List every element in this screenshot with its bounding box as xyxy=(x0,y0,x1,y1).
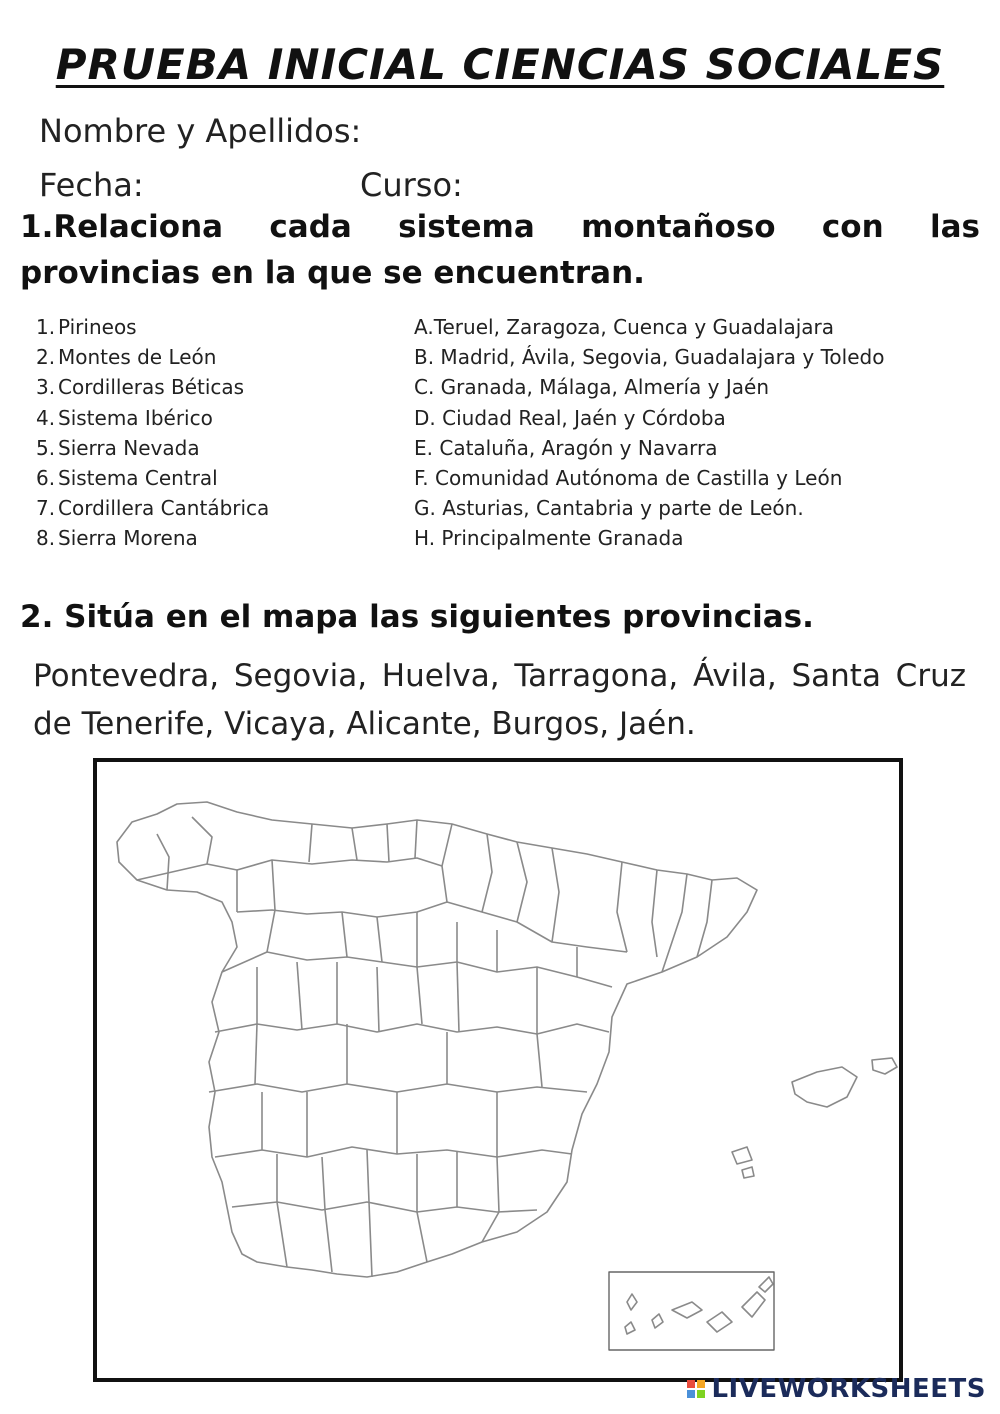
map-frame xyxy=(93,758,903,1382)
brand-square-icon xyxy=(697,1380,705,1388)
mountain-systems-list xyxy=(36,312,269,554)
question-2-heading: 2. Sitúa en el mapa las siguientes provincias. xyxy=(20,599,814,635)
course-label: Curso: xyxy=(360,166,463,204)
list-item: A.Teruel, Zaragoza, Cuenca y Guadalajara xyxy=(414,315,835,339)
list-item: 3. Cordilleras Béticas xyxy=(36,375,245,400)
brand-square-icon xyxy=(697,1390,705,1398)
list-item: C. Granada, Málaga, Almería y Jaén xyxy=(414,375,769,400)
list-item: 2. Montes de León xyxy=(36,345,217,370)
brand-text: LIVEWORKSHEETS xyxy=(711,1374,986,1404)
name-label: Nombre y Apellidos: xyxy=(39,112,362,150)
list-item: 6. Sistema Central xyxy=(36,466,218,491)
list-item: 8. Sierra Morena xyxy=(36,526,198,551)
brand-square-icon xyxy=(687,1390,695,1398)
list-item: F. Comunidad Autónoma de Castilla y León xyxy=(414,466,843,491)
list-item: 7. Cordillera Cantábrica xyxy=(36,496,270,521)
list-item: H. Principalmente Granada xyxy=(414,526,684,551)
spain-provinces-map-icon[interactable] xyxy=(97,762,899,1378)
list-item: G. Asturias, Cantabria y parte de León. xyxy=(414,496,804,521)
list-item: B. Madrid, Ávila, Segovia, Guadalajara y Toledo xyxy=(414,345,885,370)
page-title: PRUEBA INICIAL CIENCIAS SOCIALES xyxy=(55,40,945,89)
list-item: D. Ciudad Real, Jaén y Córdoba xyxy=(414,405,726,430)
list-item: E. Cataluña, Aragón y Navarra xyxy=(414,435,718,460)
question-1-heading: 1.Relaciona cada sistema montañoso con las provincias en la que se encuentran. xyxy=(20,209,980,291)
provinces-to-locate: Pontevedra, Segovia, Huelva, Tarragona, Ávila, Santa Cruz de Tenerife, Vicaya, Alicante, Burgos, Jaén. xyxy=(33,658,966,742)
date-label: Fecha: xyxy=(39,166,144,204)
provinces-options-list xyxy=(414,312,884,554)
brand-icon xyxy=(687,1380,705,1398)
liveworksheets-logo xyxy=(687,1374,986,1404)
list-item: 4. Sistema Ibérico xyxy=(36,405,213,430)
brand-square-icon xyxy=(687,1380,695,1388)
list-item: 1. Pirineos xyxy=(36,315,137,339)
list-item: 5. Sierra Nevada xyxy=(36,435,200,460)
